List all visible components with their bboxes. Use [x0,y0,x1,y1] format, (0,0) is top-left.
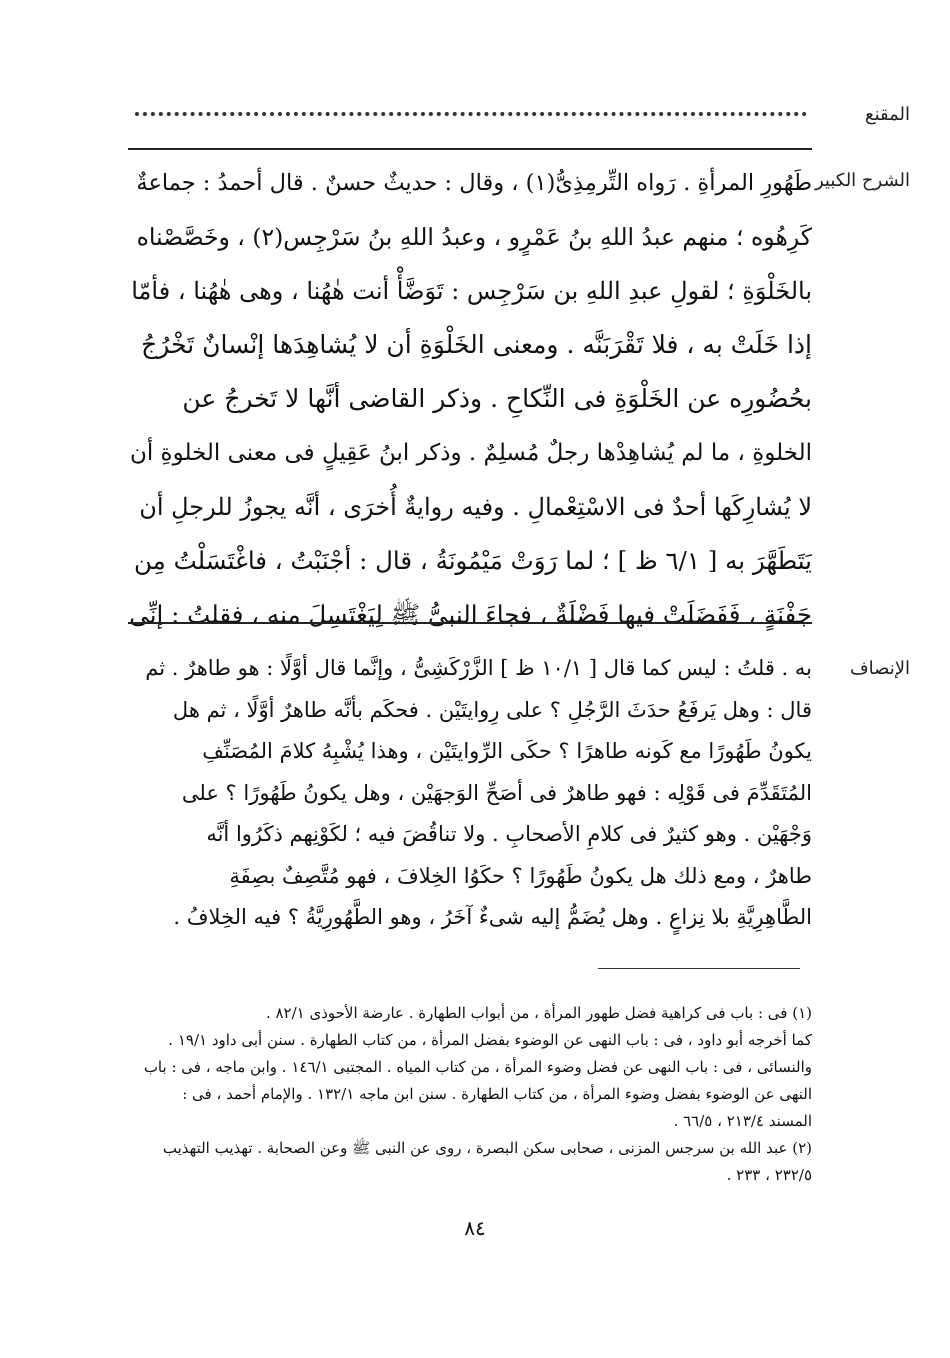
sharh-text [128,156,812,642]
text-line: طَهُورِ المرأةِ . رَواه التِّرمِذِىُّ(١) ، وقال : حديثٌ حسنٌ . قال أحمدُ : جماعةٌ [136,170,812,196]
footnotes [128,1000,812,1189]
footnote-line: ٢٣٢/٥ ، ٢٣٣ . [726,1166,812,1184]
text-line: به . قلتُ : ليس كما قال [ ١٠/١ ظ ] الزَّرْكَشِىُّ ، وإنَّما قال أوَّلًا : هو طاهرٌ . ثم [145,656,812,680]
footnote-rule [598,968,800,969]
footnote-line: والنسائى ، فى : باب النهى عن فضل وضوء المرأة ، من كتاب المياه . المجتبى ١٤٦/١ . وابن ماجه ، فى : باب [143,1058,812,1076]
footnote-line: (١) فى : باب فى كراهية فضل طهور المرأة ، من أبواب الطهارة . عارضة الأحوذى ٨٢/١ . [265,1004,812,1022]
header-dotted-rule [135,112,807,116]
text-line: قال : وهل يَرفَعُ حدَثَ الرَّجُلِ ؟ على رِوايتَيْن . فحكَم بأنَّه طاهرٌ أوَّلًا ، ثم هل [172,697,812,722]
top-rule [128,148,812,150]
text-line: بحُضُورِه عن الخَلْوَةِ فى النِّكاحِ . وذكر القاضى أنَّها لا تَخرجُ عن [182,384,812,413]
text-line: جَفْنَةٍ ، فَفَضَلَتْ فيها فَضْلَةٌ ، فجاءَ النبىُّ ﷺ لِيَغْتَسِلَ منه ، فقلتُ : إنِّى [129,600,812,629]
text-line: لا يُشارِكَها أحدٌ فى الاسْتِعْمالِ . وفيه روايةٌ أُخرَى ، أنَّه يجوزُ للرجلِ أن [139,493,812,521]
section-label-insaf: الإنصاف [849,658,910,679]
text-line: وَجْهَيْن . وهو كثيرٌ فى كلامِ الأصحابِ . ولا تناقُضَ فيه ؛ لكَوْنِهم ذكَرُوا أنَّه [206,822,812,846]
text-line: طاهرٌ ، ومع ذلك هل يكونُ طَهُورًا ؟ حكَوُا الخِلافَ ، فهو مُتَّصِفٌ بصِفَةِ [229,863,812,888]
header-book-label: المقنع [864,104,910,125]
section-divider [128,622,812,624]
text-line: إذا خَلَتْ به ، فلا تَقْرَبَنَّه . ومعنى الخَلْوَةِ أن لا يُشاهِدَها إنْسانٌ تَخْرُجُ [141,330,812,359]
footnote-line: (٢) عبد الله بن سرجس المزنى ، صحابى سكن البصرة ، روى عن النبى ﷺ وعن الصحابة . تهذيب التهذيب [162,1139,812,1157]
text-line: يكونُ طَهُورًا مع كَونه طاهرًا ؟ حكَى الرِّوايتَيْن ، وهذا يُشْبِهُ كلامَ المُصَنِّفِ [202,739,812,763]
footnote-line: كما أخرجه أبو داود ، فى : باب النهى عن الوضوء بفضل المرأة ، من كتاب الطهارة . سنن أبى داود ١٩/١ . [168,1031,812,1049]
footnote-line: المسند ٢١٣/٤ ، ٦٦/٥ . [673,1112,812,1130]
page-number: ٨٤ [464,1216,486,1240]
section-label-sharh: الشرح الكبير [814,170,910,191]
text-line: كَرِهُوه ؛ منهم عبدُ اللهِ بنُ عَمْرٍو ، وعبدُ اللهِ بنُ سَرْجِس(٢) ، وخَصَّصْناه [136,223,812,251]
insaf-text [128,648,812,939]
text-line: المُتَقَدِّمَ فى قَوْلِه : فهو طاهرٌ فى أصَحِّ الوَجهَيْن ، وهل يكونُ طَهُورًا ؟ على [181,780,812,805]
footnote-line: النهى عن الوضوء بفضل وضوء المرأة ، من كتاب الطهارة . سنن ابن ماجه ١٣٢/١ . والإمام أحمد ، فى : [182,1085,812,1103]
text-line: يَتَطَهَّرَ به [ ٦/١ ظ ] ؛ لما رَوَتْ مَيْمُونَةُ ، قال : أجْنَبْتُ ، فاغْتَسَلْتُ مِن [134,546,812,575]
text-line: بالخَلْوَةِ ؛ لقولِ عبدِ اللهِ بن سَرْجِس : تَوَضَّأْ أنت هٰهُنا ، وهى هٰهُنا ، فأمّا [131,277,812,305]
text-line: الطَّاهِرِيَّةِ بلا نِزاعٍ . وهل يُضَمُّ إليه شىءٌ آخَرُ ، وهو الطَّهُورِيَّةُ ؟ فيه الخِلافُ . [173,905,812,929]
text-line: الخلوةِ ، ما لم يُشاهِدْها رجلٌ مُسلِمٌ . وذكر ابنُ عَقِيلٍ فى معنى الخلوةِ أن [129,440,812,466]
